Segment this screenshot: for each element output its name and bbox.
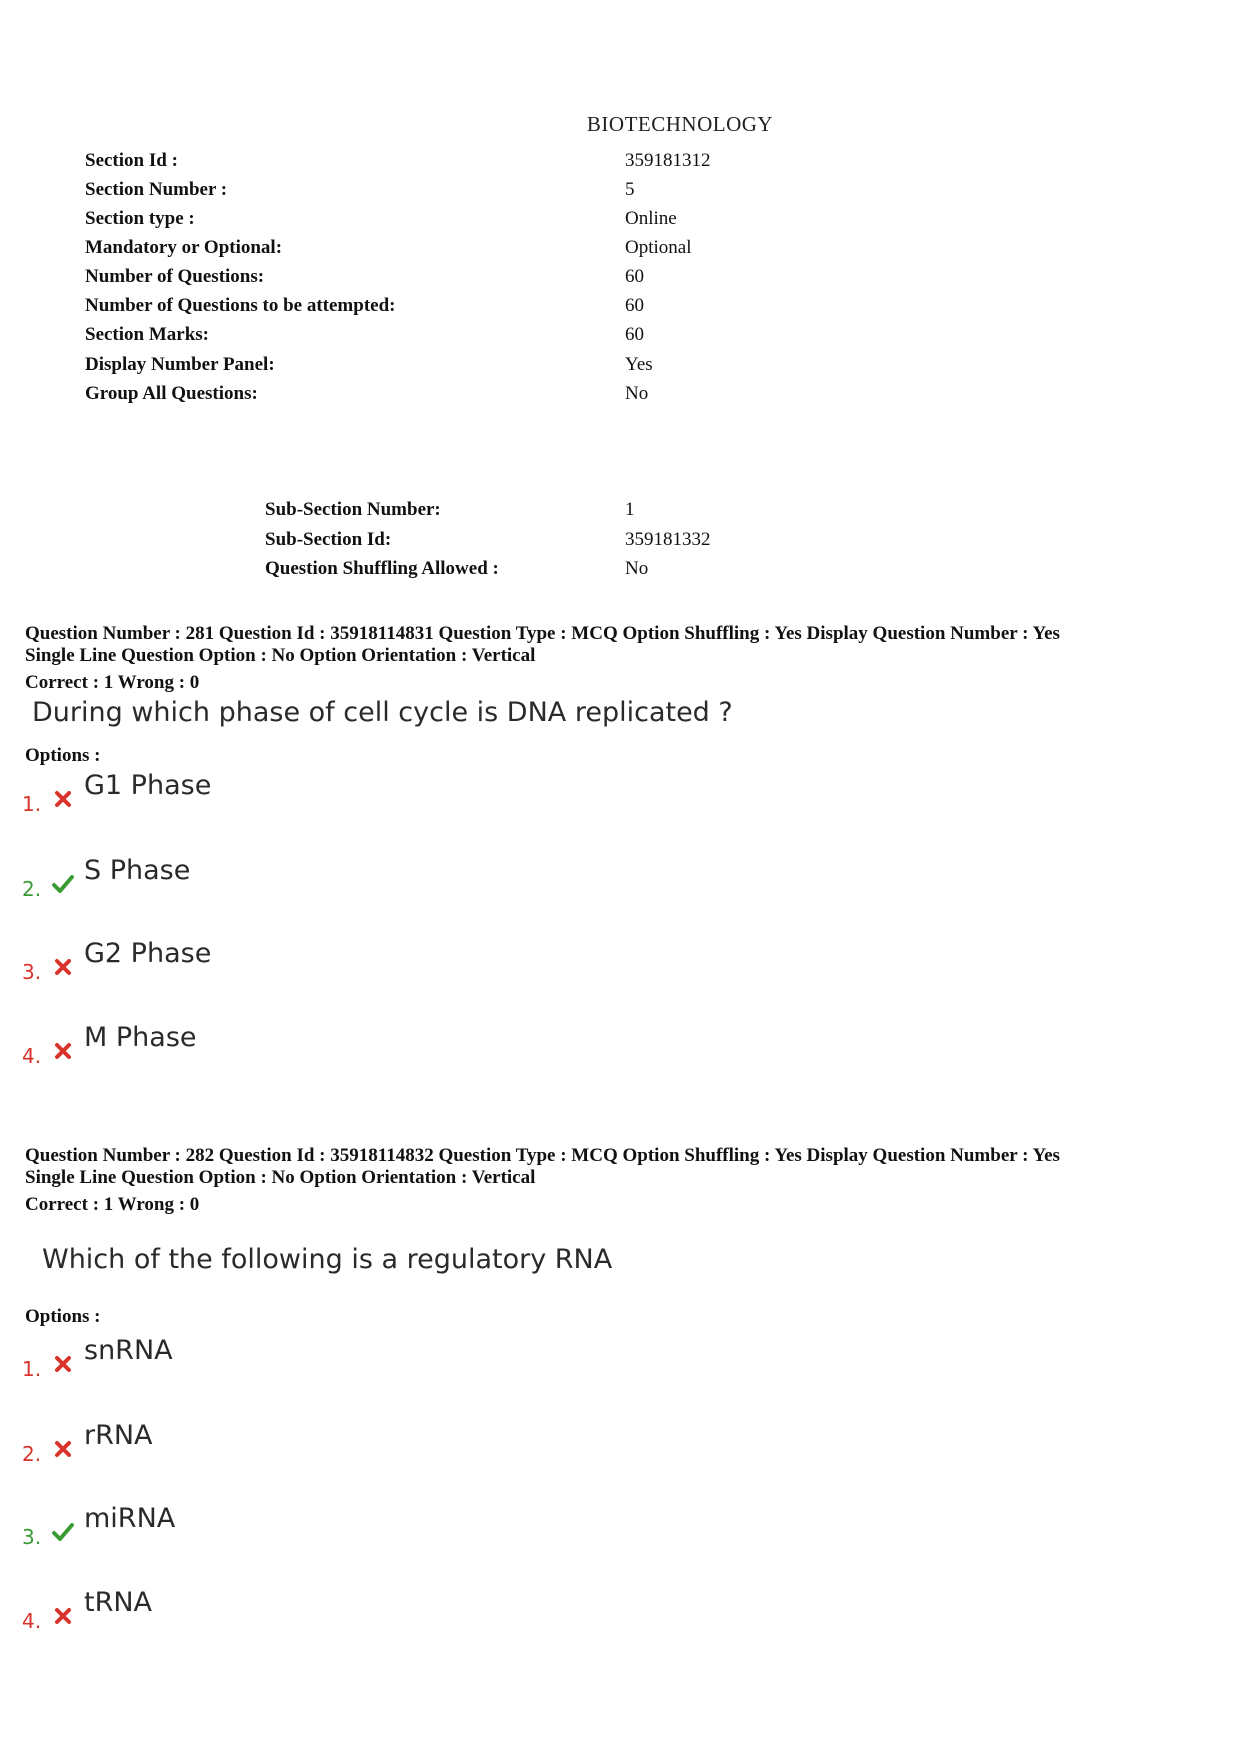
option-item (22, 938, 422, 988)
question-meta-line1: Question Number : 281 Question Id : 35918114831 Question Type : MCQ Option Shuffling : Yes Display Question Number : Yes (25, 623, 1060, 644)
option-text: M Phase (84, 1022, 197, 1053)
check-icon (52, 873, 74, 895)
question-marks: Correct : 1 Wrong : 0 (25, 1194, 200, 1215)
group-all-value: No (625, 383, 649, 404)
cross-icon (52, 956, 74, 978)
section-id-label: Section Id : (85, 150, 178, 171)
option-number: 2. (22, 877, 42, 901)
shuffling-label: Question Shuffling Allowed : (265, 558, 499, 579)
num-questions-value: 60 (625, 266, 644, 287)
num-attempted-label: Number of Questions to be attempted: (85, 295, 396, 316)
question-meta-line2: Single Line Question Option : No Option Orientation : Vertical (25, 1167, 536, 1188)
option-item (22, 1503, 422, 1553)
option-text: G2 Phase (84, 938, 212, 969)
section-title: BIOTECHNOLOGY (586, 112, 774, 136)
option-number: 4. (22, 1044, 42, 1068)
question-meta-line1: Question Number : 282 Question Id : 35918114832 Question Type : MCQ Option Shuffling : Yes Display Question Number : Yes (25, 1145, 1060, 1166)
mandatory-label: Mandatory or Optional: (85, 237, 283, 258)
subsection-number-value: 1 (625, 499, 635, 520)
section-number-value: 5 (625, 179, 635, 200)
cross-icon (52, 1040, 74, 1062)
section-marks-label: Section Marks: (85, 324, 210, 345)
option-item (22, 1335, 422, 1385)
option-item (22, 855, 422, 905)
group-all-label: Group All Questions: (85, 383, 258, 404)
display-panel-label: Display Number Panel: (85, 354, 275, 375)
cross-icon (52, 788, 74, 810)
question-marks: Correct : 1 Wrong : 0 (25, 672, 200, 693)
section-type-value: Online (625, 208, 677, 229)
option-number: 1. (22, 792, 42, 816)
cross-icon (52, 1353, 74, 1375)
cross-icon (52, 1605, 74, 1627)
section-number-label: Section Number : (85, 179, 228, 200)
subsection-number-label: Sub-Section Number: (265, 499, 441, 520)
mandatory-value: Optional (625, 237, 692, 258)
option-text: tRNA (84, 1587, 153, 1618)
num-attempted-value: 60 (625, 295, 644, 316)
option-item (22, 1587, 422, 1637)
section-id-value: 359181312 (625, 150, 711, 171)
section-marks-value: 60 (625, 324, 644, 345)
shuffling-value: No (625, 558, 649, 579)
option-number: 1. (22, 1357, 42, 1381)
options-label: Options : (25, 1306, 101, 1327)
subsection-id-label: Sub-Section Id: (265, 529, 392, 550)
option-number: 3. (22, 1525, 42, 1549)
section-type-label: Section type : (85, 208, 195, 229)
num-questions-label: Number of Questions: (85, 266, 265, 287)
question-text: During which phase of cell cycle is DNA replicated ? (32, 697, 733, 728)
option-number: 2. (22, 1442, 42, 1466)
option-text: snRNA (84, 1335, 173, 1366)
display-panel-value: Yes (625, 354, 653, 375)
option-text: G1 Phase (84, 770, 212, 801)
subsection-id-value: 359181332 (625, 529, 711, 550)
option-number: 3. (22, 960, 42, 984)
question-meta-line2: Single Line Question Option : No Option Orientation : Vertical (25, 645, 536, 666)
option-number: 4. (22, 1609, 42, 1633)
option-item (22, 770, 422, 820)
check-icon (52, 1521, 74, 1543)
option-item (22, 1420, 422, 1470)
option-item (22, 1022, 422, 1072)
question-text: Which of the following is a regulatory RNA (42, 1244, 613, 1275)
cross-icon (52, 1438, 74, 1460)
option-text: miRNA (84, 1503, 176, 1534)
option-text: rRNA (84, 1420, 153, 1451)
option-text: S Phase (84, 855, 191, 886)
options-label: Options : (25, 745, 101, 766)
